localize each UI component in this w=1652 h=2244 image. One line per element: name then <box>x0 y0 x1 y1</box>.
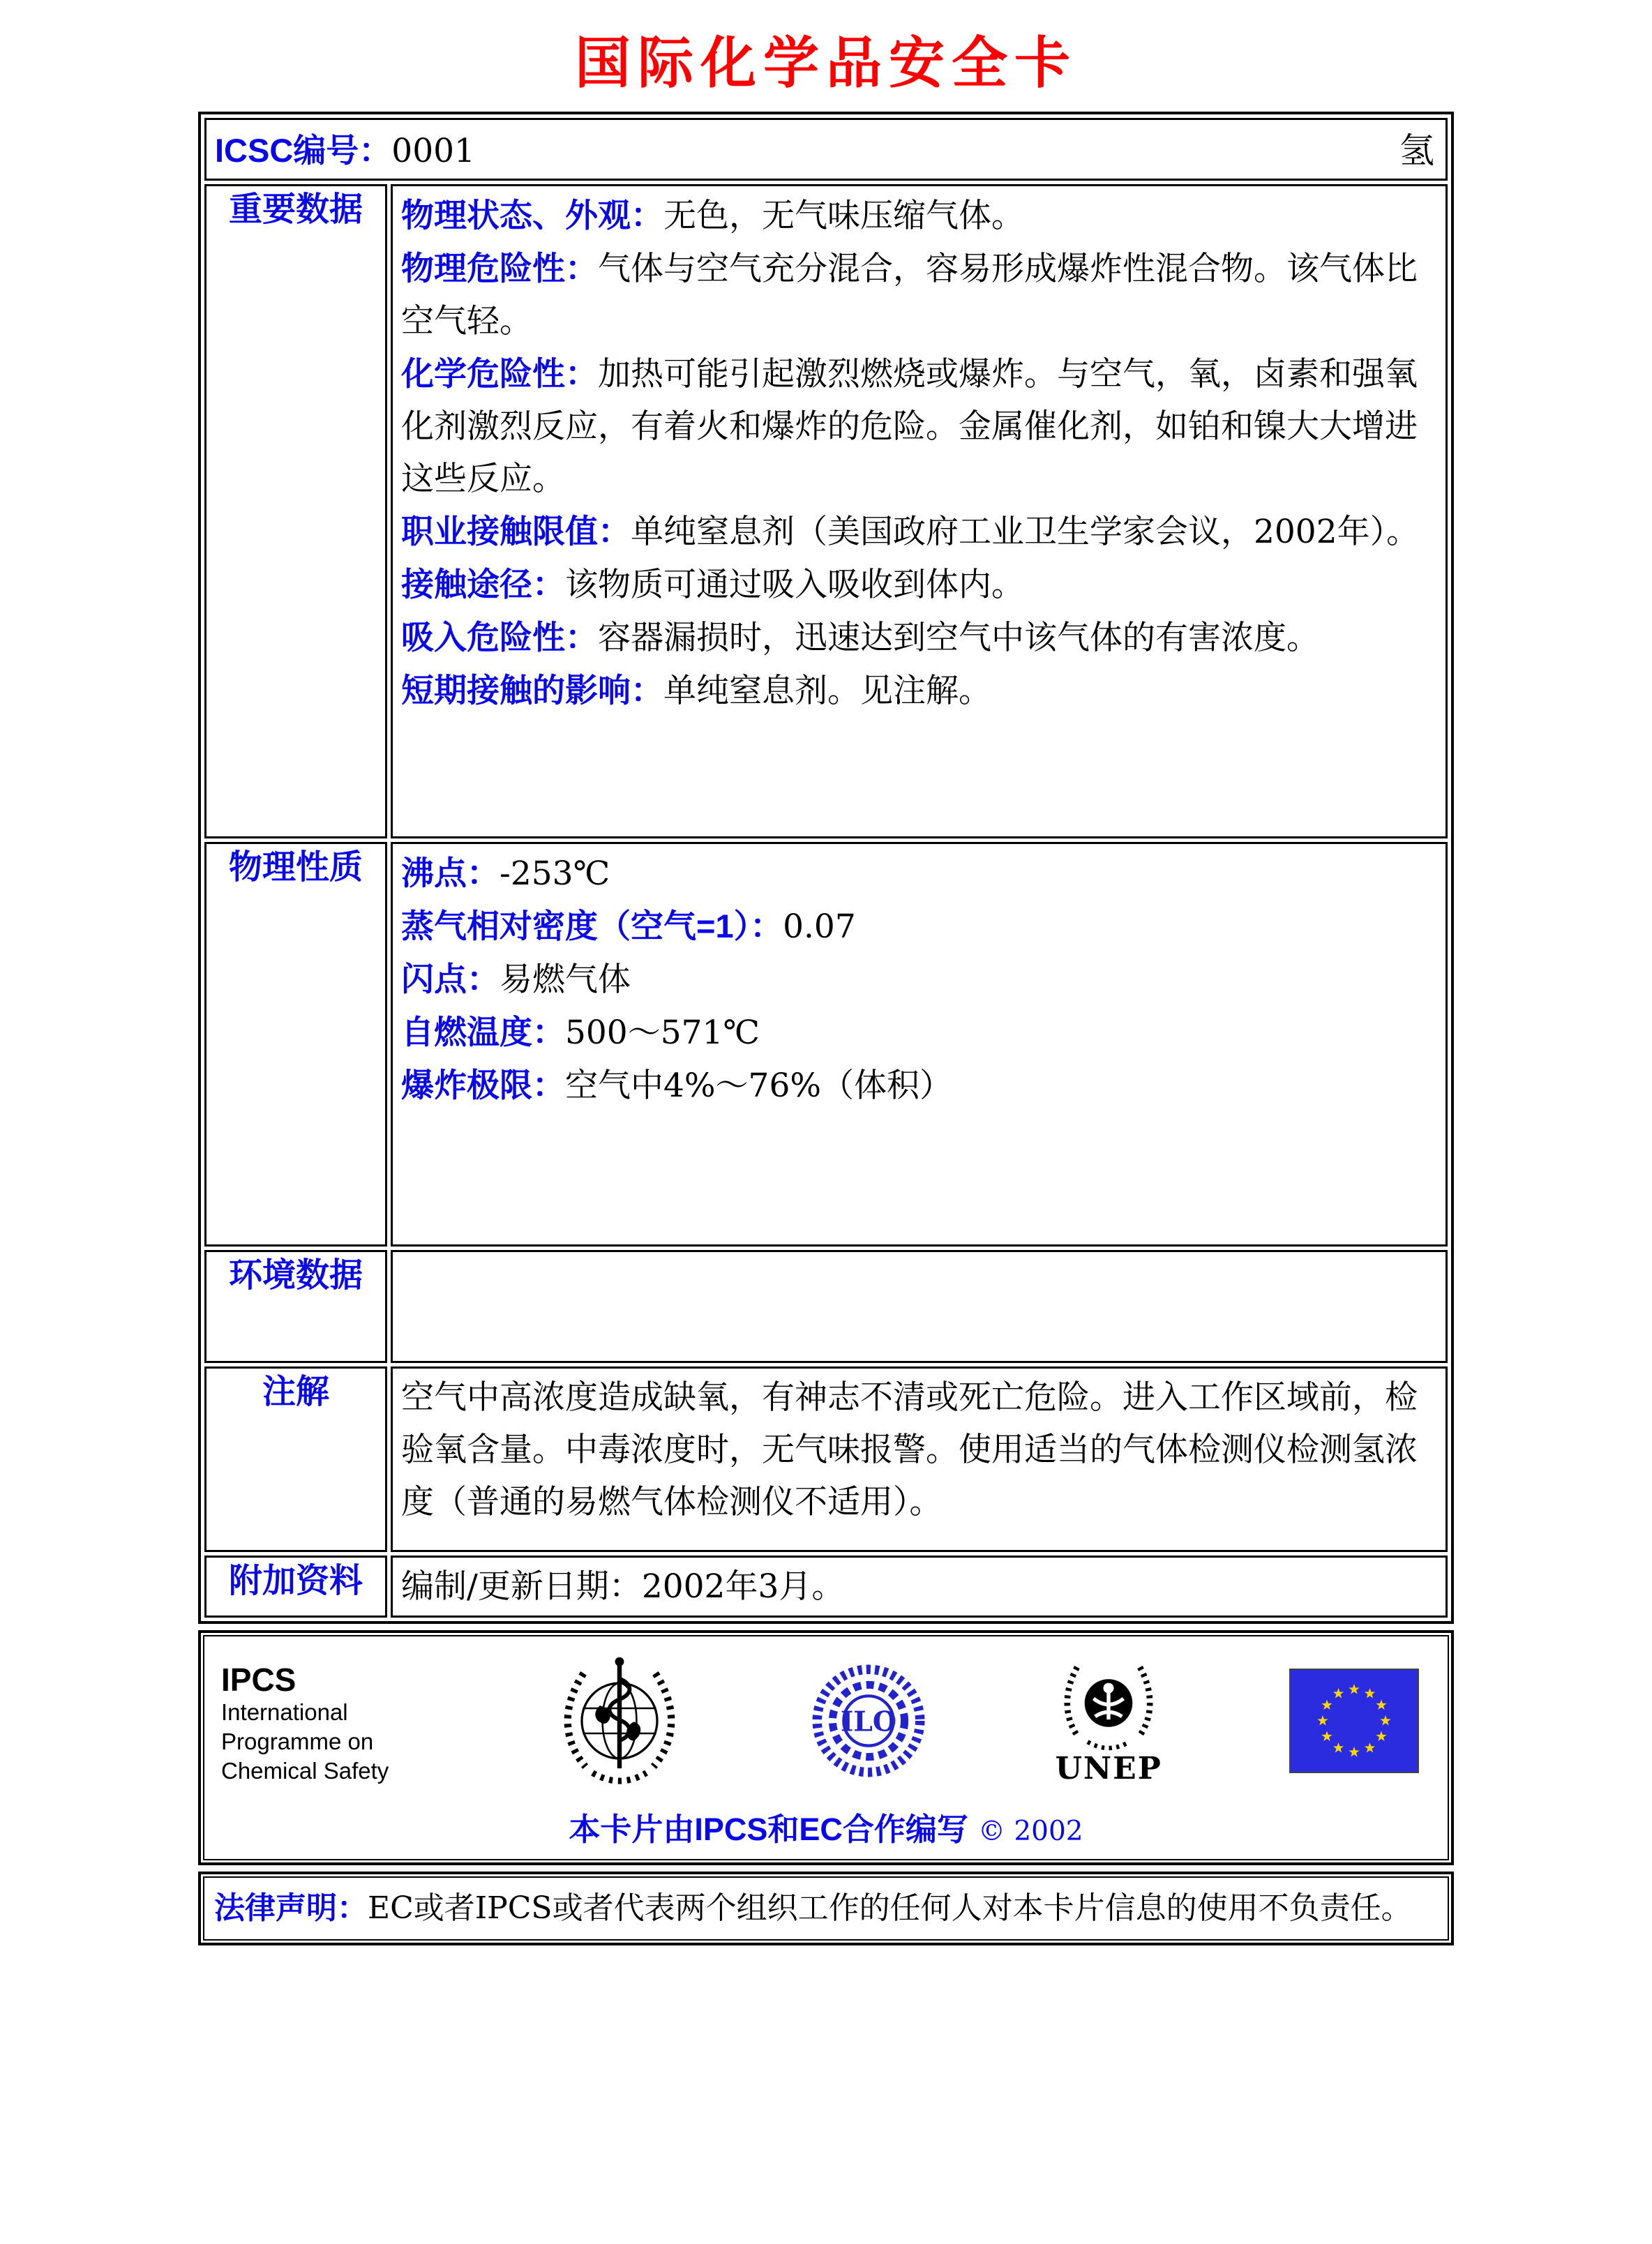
additional-info-row <box>204 1556 1448 1618</box>
field-label: 职业接触限值： <box>401 513 631 550</box>
cooperation-caption <box>204 1798 1448 1859</box>
svg-text:ILO: ILO <box>841 1705 897 1738</box>
data-entry <box>401 664 1437 717</box>
field-label: 物理状态、外观： <box>401 197 663 234</box>
cooperation-caption-text: 本卡片由IPCS和EC合作编写 <box>569 1812 968 1847</box>
legal-label: 法律声明： <box>214 1891 368 1925</box>
unep-label: UNEP <box>1055 1751 1162 1786</box>
physical-properties-row <box>204 842 1448 1247</box>
notes-text: 空气中高浓度造成缺氧，有神志不清或死亡危险。进入工作区域前，检验氧含量。中毒浓度时，无气味报警。使用适当的气体检测仪检测氢浓度（普通的易燃气体检测仪不适用）。 <box>401 1378 1418 1521</box>
field-label: 自燃温度： <box>401 1014 565 1051</box>
environmental-data-content <box>391 1250 1448 1363</box>
field-label: 短期接触的影响： <box>401 672 663 709</box>
eu-flag-icon <box>1289 1668 1420 1777</box>
logos-row <box>204 1636 1448 1798</box>
data-entry <box>401 242 1437 347</box>
field-value: 该物质可通过吸入吸收到体内。 <box>565 566 1024 604</box>
physical-properties-content <box>391 842 1448 1247</box>
data-entry <box>401 505 1437 558</box>
important-data-content <box>391 184 1448 838</box>
card-header-cell <box>204 118 1448 181</box>
data-entry <box>401 1006 1437 1059</box>
data-entry <box>401 847 1437 900</box>
unep-logo-icon <box>1056 1660 1161 1759</box>
field-value: 500～571℃ <box>565 1014 760 1052</box>
ilo-logo-icon <box>809 1654 929 1791</box>
page-title: 国际化学品安全卡 <box>575 30 1077 96</box>
field-value: 单纯窒息剂（美国政府工业卫生学家会议，2002年）。 <box>631 513 1420 551</box>
legal-box-inner <box>203 1876 1449 1941</box>
ipcs-name-line: International <box>221 1699 348 1725</box>
field-label: 爆炸极限： <box>401 1067 565 1104</box>
legal-box <box>198 1872 1454 1945</box>
legal-text: EC或者IPCS或者代表两个组织工作的任何人对本卡片信息的使用不负责任。 <box>368 1890 1412 1926</box>
data-entry <box>401 953 1437 1006</box>
data-entry <box>401 347 1437 505</box>
copyright-text: © 2002 <box>977 1816 1083 1847</box>
organizations-box <box>198 1630 1454 1865</box>
field-value: 加热可能引起激烈燃烧或爆炸。与空气，氧，卤素和强氧化剂激烈反应，有着火和爆炸的危险。金属催化剂，如铂和镍大大增进这些反应。 <box>401 355 1418 498</box>
field-label: 物理危险性： <box>401 250 598 287</box>
notes-content <box>391 1366 1448 1552</box>
section-label-environmental-data: 环境数据 <box>204 1250 387 1363</box>
ipcs-acronym: IPCS <box>221 1662 296 1698</box>
important-data-row <box>204 184 1448 838</box>
additional-info-content <box>391 1556 1448 1618</box>
who-logo-icon <box>557 1651 682 1793</box>
icsc-number-label: ICSC编号： <box>215 131 392 169</box>
field-label: 沸点： <box>401 854 500 891</box>
field-value: 无色，无气味压缩气体。 <box>663 197 1024 235</box>
section-label-physical-properties: 物理性质 <box>204 842 387 1247</box>
field-label: 接触途径： <box>401 566 565 603</box>
additional-info-text: 编制/更新日期：2002年3月。 <box>401 1567 845 1606</box>
organizations-box-inner <box>203 1635 1449 1860</box>
section-label-important-data: 重要数据 <box>204 184 387 838</box>
data-entry <box>401 189 1437 242</box>
field-value: 单纯窒息剂。见注解。 <box>663 672 991 710</box>
data-entry <box>401 611 1437 664</box>
ipcs-name-line: Programme on <box>221 1729 374 1754</box>
field-label: 闪点： <box>401 961 500 997</box>
field-value: -253℃ <box>500 854 610 893</box>
field-value: 气体与空气充分混合，容易形成爆炸性混合物。该气体比空气轻。 <box>401 250 1418 340</box>
ipcs-name-line: Chemical Safety <box>221 1758 389 1784</box>
data-entry <box>401 900 1437 953</box>
icsc-number-field <box>215 125 475 172</box>
data-entry <box>401 558 1437 611</box>
unep-logo-block <box>1056 1660 1162 1784</box>
field-label: 吸入危险性： <box>401 619 598 656</box>
field-value: 0.07 <box>783 908 856 946</box>
chemical-name: 氢 <box>1399 130 1434 171</box>
field-label: 蒸气相对密度（空气=1）： <box>401 908 783 944</box>
card-header-row <box>204 118 1448 181</box>
field-label: 化学危险性： <box>401 355 598 392</box>
icsc-number-value: 0001 <box>391 131 475 170</box>
environmental-data-row <box>204 1250 1448 1363</box>
section-label-notes: 注解 <box>204 1366 387 1552</box>
field-value: 空气中4%～76%（体积） <box>565 1067 953 1105</box>
field-value: 易燃气体 <box>500 961 631 999</box>
data-entry <box>401 1059 1437 1112</box>
ipcs-title-block <box>221 1662 430 1786</box>
notes-row <box>204 1366 1448 1552</box>
section-label-additional-info: 附加资料 <box>204 1556 387 1618</box>
field-value: 容器漏损时，迅速达到空气中该气体的有害浓度。 <box>598 619 1319 657</box>
icsc-card-table <box>198 112 1454 1624</box>
